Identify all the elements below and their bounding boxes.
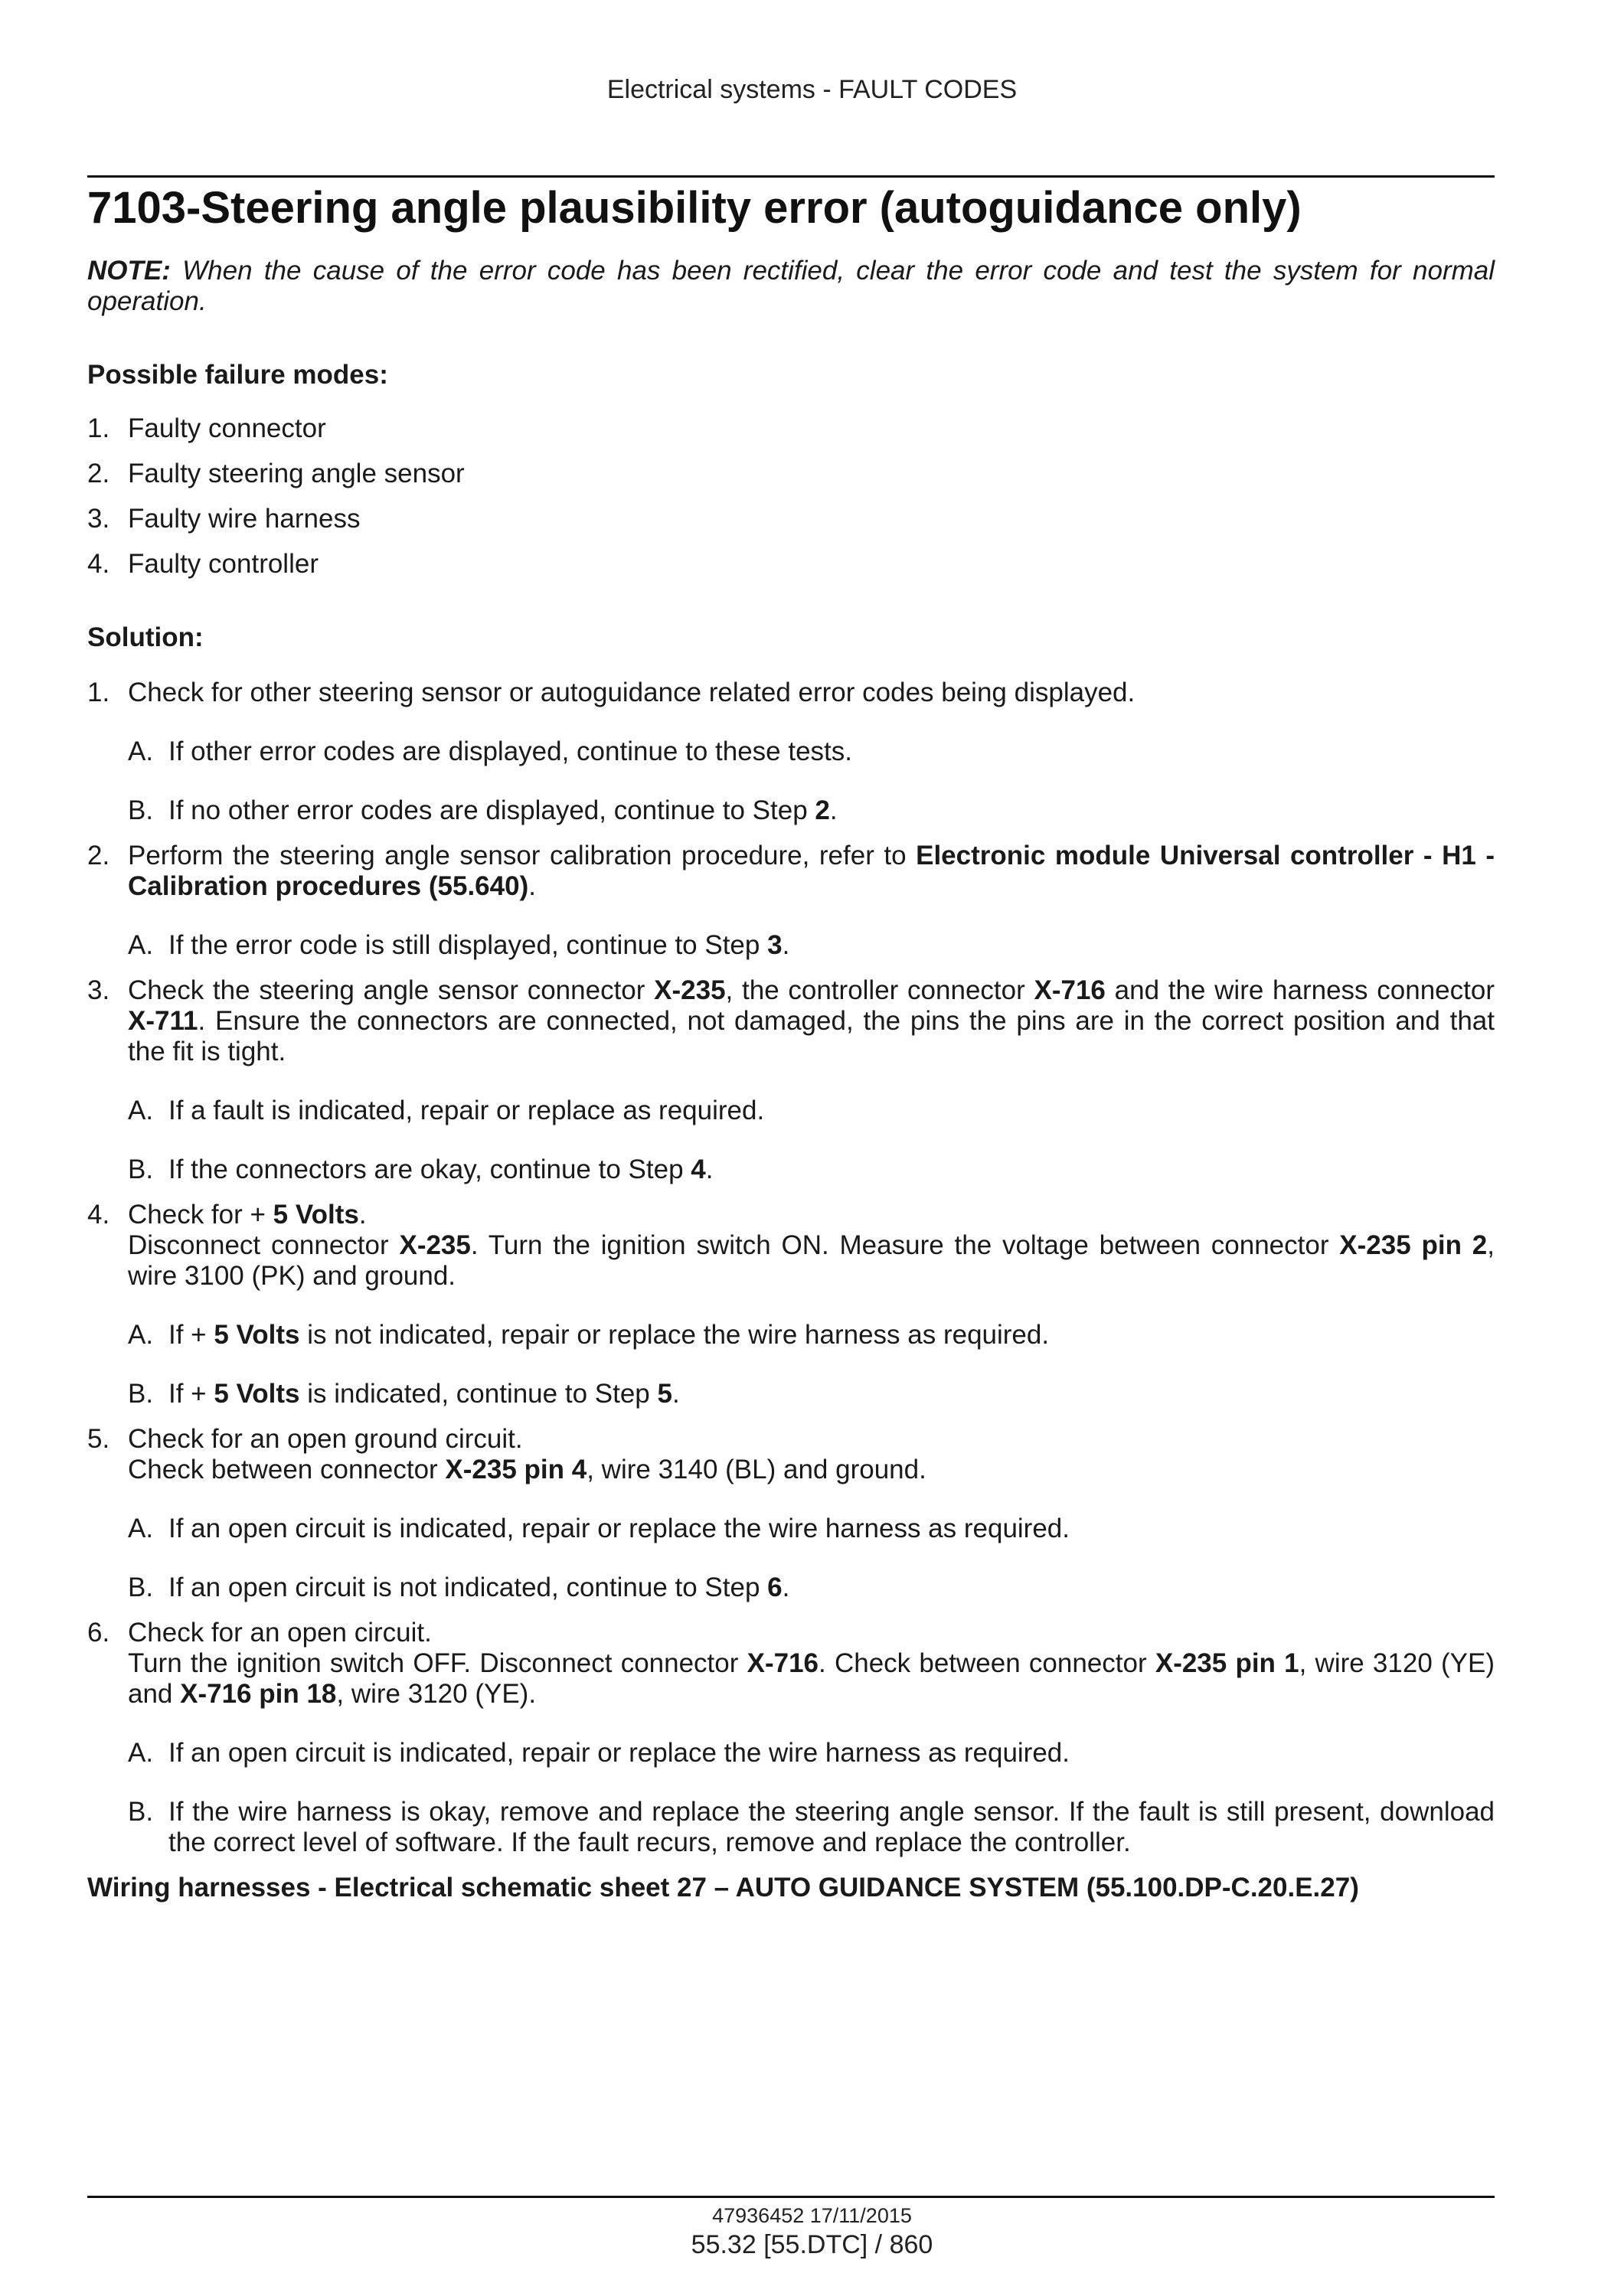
sub-step: B. If an open circuit is not indicated, continue to Step 6.	[128, 1573, 790, 1602]
sub-step: B. If + 5 Volts is indicated, continue to Step 5.	[128, 1379, 680, 1409]
wiring-reference-link[interactable]: Wiring harnesses - Electrical schematic sheet 27 – AUTO GUIDANCE SYSTEM (55.100.DP-C.20.E.27)	[87, 1873, 1359, 1902]
sub-step: B. If the connectors are okay, continue to Step 4.	[128, 1155, 714, 1184]
sub-step: A. If an open circuit is indicated, repair or replace the wire harness as required.	[128, 1514, 1070, 1543]
page-number: 55.32 [55.DTC] / 860	[691, 2230, 933, 2259]
page-content	[87, 181, 1495, 1903]
sub-step: A. If the error code is still displayed, continue to Step 3.	[128, 930, 790, 960]
list-item: 3. Faulty wire harness	[87, 504, 361, 534]
solution-steps	[87, 678, 1495, 1858]
list-item: 4. Faulty controller	[87, 549, 319, 579]
list-item: 2. Faulty steering angle sensor	[87, 459, 465, 488]
solution-step: 5. Check for an open ground circuit. Check between connector X-235 pin 4, wire 3140 (BL) and ground. A. If an open circuit is indicated, repair or replace the wire harness as required. B. If an open circuit is not indicated, continue to Step 6.	[87, 1424, 1495, 1603]
solution-heading: Solution:	[87, 622, 204, 652]
document-id: 47936452 17/11/2015	[712, 2204, 912, 2227]
sub-step: B. If the wire harness is okay, remove and replace the steering angle sensor. If the fault is still present, download the correct level of software. If the fault recurs, remove and replace the controller.	[128, 1797, 1495, 1857]
footer-rule	[87, 2196, 1495, 2198]
header-rule	[87, 175, 1495, 178]
sub-step: A. If other error codes are displayed, continue to these tests.	[128, 736, 852, 766]
note-label: NOTE:	[87, 256, 171, 286]
sub-step: A. If + 5 Volts is not indicated, repair or replace the wire harness as required.	[128, 1320, 1050, 1350]
running-header: Electrical systems - FAULT CODES	[606, 75, 1018, 104]
solution-step: 1. Check for other steering sensor or autoguidance related error codes being displayed. A. If other error codes are displayed, continue to these tests. B. If no other error codes are displayed, continue to Step 2.	[87, 678, 1495, 826]
sub-step: A. If a fault is indicated, repair or replace as required.	[128, 1096, 765, 1125]
list-item: 1. Faulty connector	[87, 413, 326, 443]
fault-code-title: 7103-Steering angle plausibility error (autoguidance only)	[87, 183, 1302, 233]
solution-step: 2. Perform the steering angle sensor calibration procedure, refer to Electronic module Universal controller - H1 - Calibration procedures (55.640). A. If the error code is still displayed, continue to Step 3.	[87, 841, 1495, 960]
solution-step: 4. Check for + 5 Volts. Disconnect connector X-235. Turn the ignition switch ON. Measure the voltage between connector X-235 pin 2, wire 3100 (PK) and ground. A. If + 5 Volts is not indicated, repair or replace the wire harness as required. B. If + 5 Volts is indicated, continue to Step 5.	[87, 1200, 1495, 1409]
failure-modes-list	[87, 413, 1495, 580]
sub-step: B. If no other error codes are displayed, continue to Step 2.	[128, 795, 838, 825]
note-text: When the cause of the error code has been rectified, clear the error code and test the system for normal operation.	[87, 256, 1495, 316]
sub-step: A. If an open circuit is indicated, repair or replace the wire harness as required.	[128, 1738, 1070, 1768]
solution-step: 6. Check for an open circuit. Turn the ignition switch OFF. Disconnect connector X-716. Check between connector X-235 pin 1, wire 3120 (YE) and X-716 pin 18, wire 3120 (YE). A. If an open circuit is indicated, repair or replace the wire harness as required. B. If the wire harness is okay, remove and replace the steering angle sensor. If the fault is still present, download the correct level of software. If the fault recurs, remove and replace the controller.	[87, 1618, 1495, 1857]
failure-modes-heading: Possible failure modes:	[87, 360, 388, 390]
solution-step: 3. Check the steering angle sensor connector X-235, the controller connector X-716 and the wire harness connector X-711. Ensure the connectors are connected, not damaged, the pins the pins are in the correct position and that the fit is tight. A. If a fault is indicated, repair or replace as required. B. If the connectors are okay, continue to Step 4.	[87, 975, 1495, 1184]
manual-reference-link: Electronic module Universal controller - H1 - Calibration procedures (55.640)	[128, 841, 1495, 901]
note	[87, 256, 1495, 317]
